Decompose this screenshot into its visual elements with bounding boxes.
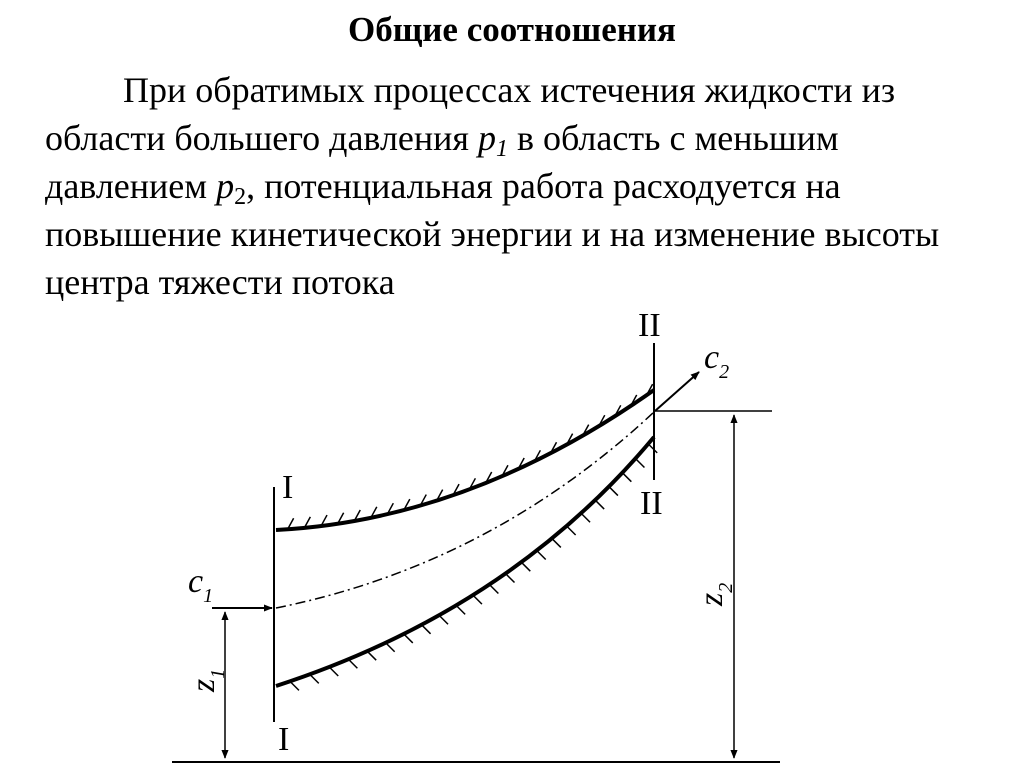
lower-hatch-tick (456, 605, 465, 614)
z2-label: $z_2$ (693, 582, 737, 606)
lower-hatch-tick (489, 585, 498, 594)
lower-hatch-tick (537, 550, 546, 559)
section-1-top-label: I (282, 469, 294, 506)
lower-hatch-tick (422, 625, 431, 634)
paragraph-text-part1: При обратимых процессах истечения жидкости из области большего давления (45, 70, 896, 158)
paragraph-text-part3: , потенциальная работа расходуется на повышение кинетической энергии и на изменение высоты центра тяжести потока (45, 166, 940, 302)
lower-hatch-tick (581, 513, 590, 522)
section-2-top-label: II (638, 307, 661, 344)
lower-hatch-tick (521, 562, 530, 571)
section-1-bottom-label: I (278, 721, 290, 758)
lower-hatch-tick (595, 500, 604, 509)
paragraph-text-part2: в область с меньшим давлением (45, 118, 839, 206)
lower-hatch-tick (648, 444, 657, 453)
p1-symbol: p (477, 118, 496, 158)
lower-hatch-tick (439, 615, 448, 624)
z1-label: $z_1$ (185, 668, 229, 692)
lower-hatch-tick (567, 526, 576, 535)
lower-hatch-tick (552, 538, 561, 547)
lower-hatch-tick (386, 643, 395, 652)
p1-subscript: 1 (495, 136, 508, 162)
c2-velocity-arrow (655, 372, 699, 411)
lower-hatch-tick (329, 667, 338, 676)
lower-hatch-tick (506, 574, 515, 583)
lower-hatch-tick (635, 458, 644, 467)
upper-channel-wall (276, 390, 654, 530)
lower-channel-wall (276, 437, 654, 686)
upper-wall-hatching (288, 384, 653, 529)
lower-hatch-tick (622, 473, 631, 482)
lower-hatch-tick (473, 595, 482, 604)
c2-label: $c_2$ (704, 339, 730, 383)
p2-subscript: 2 (234, 184, 247, 210)
flow-centerline (276, 412, 654, 608)
lower-hatch-tick (609, 487, 618, 496)
p2-symbol: p (216, 166, 235, 206)
lower-hatch-tick (404, 634, 413, 643)
page-title: Общие соотношения (347, 10, 676, 49)
lower-hatch-tick (367, 651, 376, 660)
lower-hatch-tick (348, 659, 357, 668)
lower-hatch-tick (290, 681, 299, 690)
section-2-bottom-label: II (640, 485, 663, 522)
c1-label: $c_1$ (188, 563, 214, 607)
lower-hatch-tick (310, 674, 319, 683)
